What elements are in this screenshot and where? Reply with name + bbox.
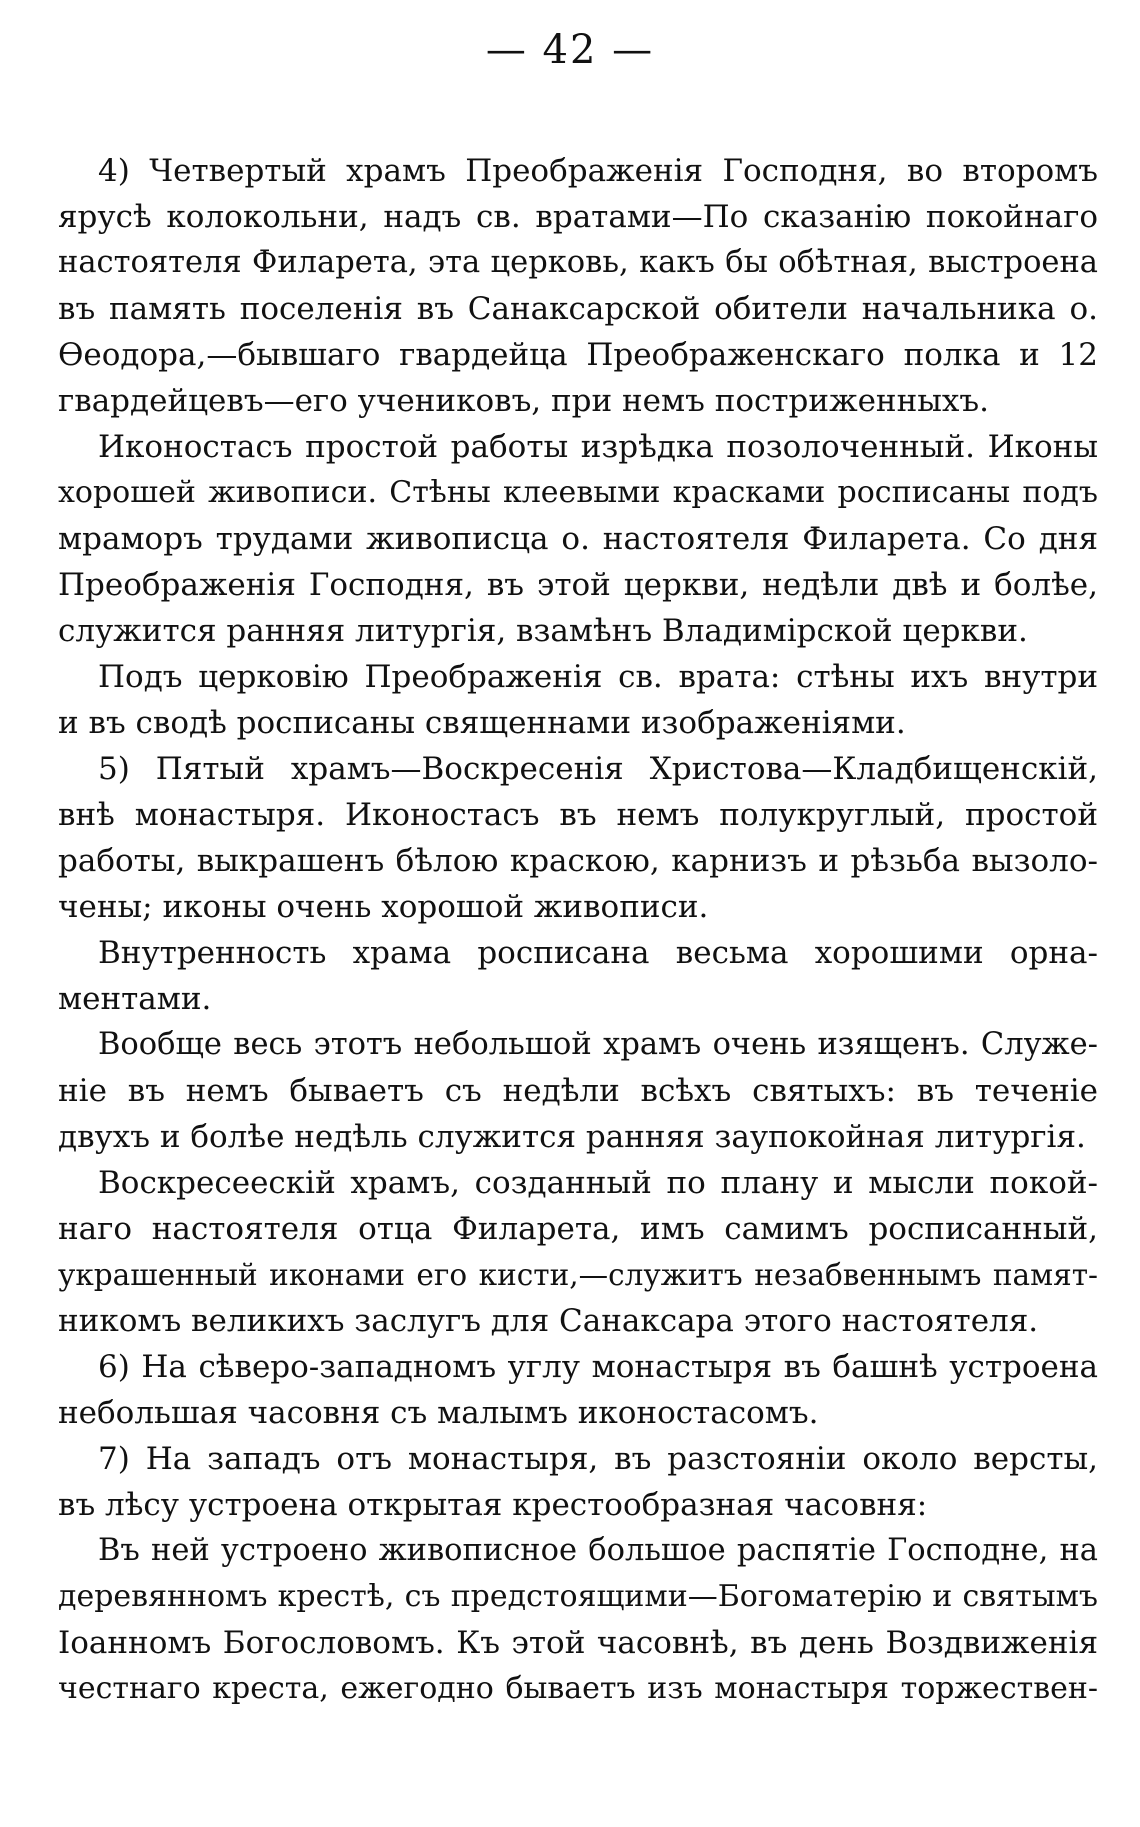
text-line: двухъ и болѣе недѣль служится ранняя заупокойная литургія.: [58, 1119, 1086, 1155]
text-line: ментами.: [58, 981, 212, 1017]
text-line: ніе въ немъ бываетъ съ недѣли всѣхъ святыхъ: въ теченіе: [58, 1073, 1098, 1109]
text-line: Въ ней устроено живописное большое распятіе Господне, на: [98, 1533, 1098, 1568]
text-line: честнаго креста, ежегодно бываетъ изъ монастыря торжествен-: [58, 1671, 1098, 1706]
text-line: хорошей живописи. Стѣны клеевыми красками росписаны подъ: [58, 475, 1098, 510]
text-line: Ѳеодора,—бывшаго гвардейца Преображенскаго полка и 12: [58, 337, 1098, 373]
text-line: Внутренность храма росписана весьма хорошими орна-: [98, 935, 1098, 971]
text-line: работы, выкрашенъ бѣлою краскою, карнизъ и рѣзьба вызоло-: [58, 843, 1098, 879]
text-line: ярусѣ колокольни, надъ св. вратами—По сказанію покойнаго: [58, 199, 1098, 235]
text-line: мраморъ трудами живописца о. настоятеля Филарета. Со дня: [58, 521, 1098, 557]
text-line: деревянномъ крестѣ, съ предстоящими—Богоматерію и святымъ: [58, 1579, 1098, 1614]
text-line: 5) Пятый храмъ—Воскресенія Христова—Кладбищенскій,: [98, 751, 1098, 787]
text-line: и въ сводѣ росписаны священнами изображеніями.: [58, 705, 906, 741]
body-text: [58, 148, 1098, 1712]
text-line: въ лѣсу устроена открытая крестообразная часовня:: [58, 1487, 928, 1523]
text-line: 6) На сѣверо-западномъ углу монастыря въ башнѣ устроена: [98, 1349, 1098, 1385]
text-line: Воскресеескій храмъ, созданный по плану и мысли покой-: [98, 1165, 1098, 1201]
text-line: служится ранняя литургія, взамѣнъ Владимірской церкви.: [58, 613, 1028, 649]
text-line: Преображенія Господня, въ этой церкви, недѣли двѣ и болѣе,: [58, 567, 1098, 603]
text-line: небольшая часовня съ малымъ иконостасомъ.: [58, 1395, 819, 1431]
text-line: чены; иконы очень хорошой живописи.: [58, 889, 709, 925]
text-line: Вообще весь этотъ небольшой храмъ очень изященъ. Служе-: [98, 1027, 1098, 1062]
text-line: настоятеля Филарета, эта церковь, какъ бы обѣтная, выстроена: [58, 245, 1098, 280]
text-line: въ память поселенія въ Санаксарской обители начальника о.: [58, 291, 1098, 327]
text-line: Іоанномъ Богословомъ. Къ этой часовнѣ, въ день Воздвиженія: [58, 1625, 1098, 1661]
text-line: Иконостасъ простой работы изрѣдка позолоченный. Иконы: [98, 429, 1098, 465]
text-line: 7) На западъ отъ монастыря, въ разстояніи около версты,: [98, 1441, 1098, 1477]
text-line: внѣ монастыря. Иконостасъ въ немъ полукруглый, простой: [58, 797, 1098, 833]
text-line: Подъ церковію Преображенія св. врата: стѣны ихъ внутри: [98, 659, 1098, 695]
text-line: никомъ великихъ заслугъ для Санаксара этого настоятеля.: [58, 1303, 1039, 1339]
page-number: — 42 —: [485, 27, 655, 73]
text-line: украшенный иконами его кисти,—служитъ незабвеннымъ памят-: [58, 1258, 1098, 1292]
text-line: 4) Четвертый храмъ Преображенія Господня, во второмъ: [98, 153, 1098, 189]
text-line: гвардейцевъ—его учениковъ, при немъ постриженныхъ.: [58, 383, 989, 419]
text-line: наго настоятеля отца Филарета, имъ самимъ росписанный,: [58, 1211, 1098, 1247]
